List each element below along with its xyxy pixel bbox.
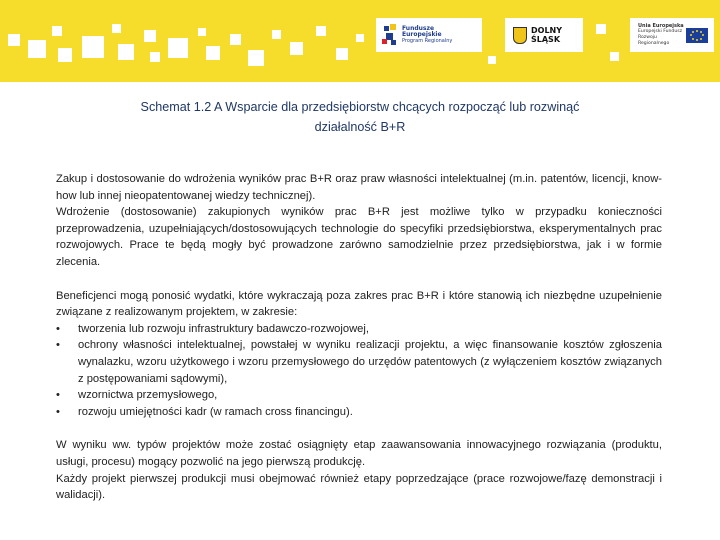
bullet-marker: • [56,322,60,335]
decor-square [28,40,46,58]
decor-square [52,26,62,36]
paragraph: Beneficjenci mogą ponosić wydatki, które wykraczają poza zakres prac B+R i które stanowią ich niezbędne uzupełnienie związane z realizowanym projektem, w zakresie: [56,289,662,319]
bullet-marker: • [56,405,60,418]
list-item-text: wzornictwa przemysłowego, [78,389,218,402]
decor-square [168,38,188,58]
document-body [56,171,662,504]
fe-logo-line1: Fundusze [402,25,435,32]
list-item [56,404,662,421]
decor-square [610,52,619,61]
fe-logo-line2: Europejskie [402,31,442,38]
list-item [56,387,662,404]
decor-square [150,52,160,62]
decor-square [290,42,303,55]
bullet-marker: • [56,339,60,352]
list-item-text: tworzenia lub rozwoju infrastruktury badawczo-rozwojowej, [78,322,369,335]
paragraph: W wyniku ww. typów projektów może zostać osiągnięty etap zaawansowania innowacyjnego rozwiązania (produktu, usługi, procesu) mogący pozwolić na jego pierwszą produkcję. [56,439,662,468]
decor-square [206,46,220,60]
decor-square [82,36,104,58]
decor-square [230,34,241,45]
document-title [90,97,630,137]
paragraph: Zakup i dostosowanie do wdrożenia wyników prac B+R oraz praw własności intelektualnej (m.in. patentów, licencji, know-how lub innej nieopatentowanej wiedzy technicznej). [56,173,662,202]
decor-square [144,30,156,42]
fundusze-europejskie-logo [376,18,482,52]
title-line1: Schemat 1.2 A Wsparcie dla przedsiębiorstw chcących rozpocząć lub rozwinąć [140,100,580,114]
ds-logo-line2: ŚLĄSK [531,35,561,44]
decor-square [112,24,121,33]
decor-square [488,56,496,64]
fe-star-icon [382,24,398,46]
decor-square [336,48,348,60]
eagle-crest-icon [513,27,527,44]
list-item-text: ochrony własności intelektualnej, powstałej w wyniku realizacji projektu, a więc finansowanie kosztów zgłoszenia wynalazku, wzoru użytkowego i wzoru przemysłowego do urzędów patentowych (z wyłączeniem kosztów związanych z postępowaniami sądowymi), [78,339,662,385]
bullet-list [56,321,662,421]
decor-square [272,30,281,39]
decor-square [8,34,20,46]
paragraph: Każdy projekt pierwszej produkcji musi obejmować również etapy poprzedzające (prace rozwojowe/fazę demonstracji i walidacji). [56,472,662,502]
list-item-text: rozwoju umiejętności kadr (w ramach cross financingu). [78,405,353,418]
ds-logo-line1: DOLNY [531,26,563,35]
ue-logo-line3: Rozwoju Regionalnego [638,35,670,46]
ue-logo-line1: Unia Europejska [638,22,684,29]
dolny-slask-logo [505,18,583,52]
decor-square [198,28,206,36]
decor-square [58,48,72,62]
eu-flag-icon [686,28,708,43]
paragraph: Wdrożenie (dostosowanie) zakupionych wyników prac B+R jest możliwe tylko w przypadku konieczności przeprowadzenia, uzupełniających/dostosowujących technologie do specyfiki przedsiębiorstwa, eksperymentalnych prac rozwojowych. Prace te będą mogły być prowadzone zarówno samodzielnie przez przedsiębiorstwa, jak i w formie zlecenia. [56,206,662,268]
decor-square [356,34,364,42]
list-item [56,337,662,387]
decor-square [248,50,264,66]
eu-logo [630,18,714,52]
list-item [56,321,662,338]
decor-square [596,24,606,34]
header-band [0,0,720,82]
decor-square [118,44,134,60]
bullet-marker: • [56,389,60,402]
decor-square [316,26,326,36]
title-line2: działalność B+R [314,120,406,134]
fe-logo-line3: Program Regionalny [402,38,453,44]
ue-logo-line2: Europejski Fundusz [638,29,683,35]
